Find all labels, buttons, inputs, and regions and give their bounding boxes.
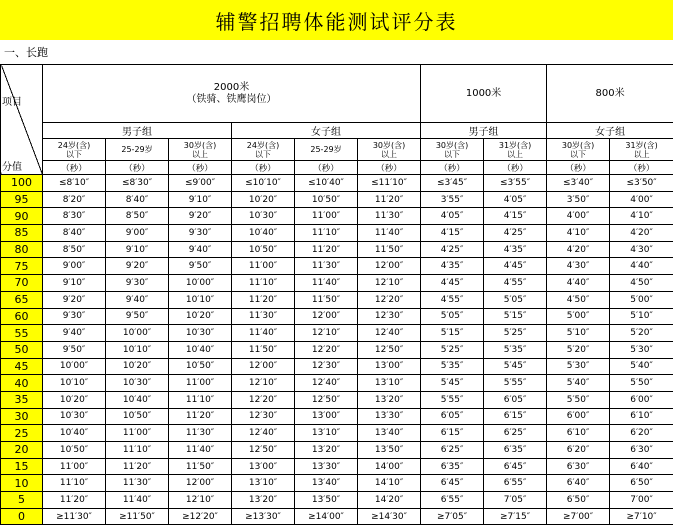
score-cell: 50 — [1, 341, 43, 358]
time-cell: 11′00″ — [295, 208, 358, 225]
time-cell: 6′10″ — [547, 425, 610, 442]
score-cell: 85 — [1, 225, 43, 242]
unit-cell: （秒） — [421, 161, 484, 175]
time-cell: 5′15″ — [421, 325, 484, 342]
time-cell: 10′50″ — [106, 408, 169, 425]
time-cell: 10′00″ — [43, 358, 106, 375]
time-cell: 11′20″ — [358, 191, 421, 208]
time-cell: 11′40″ — [232, 325, 295, 342]
time-cell: 11′30″ — [106, 475, 169, 492]
time-cell: 9′50″ — [106, 308, 169, 325]
time-cell: 10′30″ — [169, 325, 232, 342]
score-cell: 65 — [1, 291, 43, 308]
time-cell: 4′10″ — [547, 225, 610, 242]
table-row — [1, 358, 673, 375]
time-cell: 9′10″ — [169, 191, 232, 208]
time-cell: 13′20″ — [358, 391, 421, 408]
time-cell: 5′25″ — [484, 325, 547, 342]
time-cell: ≤10′10″ — [232, 175, 295, 192]
time-cell: 11′30″ — [232, 308, 295, 325]
time-cell: ≤3′50″ — [610, 175, 673, 192]
time-cell: 8′50″ — [43, 241, 106, 258]
time-cell: 10′30″ — [43, 408, 106, 425]
time-cell: 11′40″ — [358, 225, 421, 242]
time-cell: 12′00″ — [169, 475, 232, 492]
time-cell: 12′20″ — [295, 341, 358, 358]
time-cell: 13′40″ — [358, 425, 421, 442]
time-cell: 8′20″ — [43, 191, 106, 208]
table-row — [1, 208, 673, 225]
time-cell: 12′10″ — [295, 325, 358, 342]
time-cell: 9′40″ — [43, 325, 106, 342]
time-cell: 4′00″ — [547, 208, 610, 225]
unit-cell: （秒） — [484, 161, 547, 175]
time-cell: 4′30″ — [547, 258, 610, 275]
time-cell: 6′35″ — [421, 458, 484, 475]
time-cell: 6′45″ — [421, 475, 484, 492]
time-cell: 6′55″ — [421, 492, 484, 509]
time-cell: 10′30″ — [232, 208, 295, 225]
time-cell: ≥11′50″ — [106, 508, 169, 525]
time-cell: 13′10″ — [232, 475, 295, 492]
time-cell: 11′50″ — [295, 291, 358, 308]
time-cell: 12′10″ — [232, 375, 295, 392]
time-cell: 10′40″ — [169, 341, 232, 358]
time-cell: ≥13′30″ — [232, 508, 295, 525]
time-cell: 12′40″ — [358, 325, 421, 342]
time-cell: 8′40″ — [43, 225, 106, 242]
time-cell: 9′10″ — [106, 241, 169, 258]
time-cell: 14′20″ — [358, 492, 421, 509]
time-cell: 12′40″ — [232, 425, 295, 442]
time-cell: 8′40″ — [106, 191, 169, 208]
time-cell: 4′25″ — [484, 225, 547, 242]
time-cell: 12′00″ — [295, 308, 358, 325]
time-cell: ≤3′55″ — [484, 175, 547, 192]
table-row — [1, 475, 673, 492]
time-cell: 5′00″ — [610, 291, 673, 308]
time-cell: 6′15″ — [421, 425, 484, 442]
time-cell: 9′50″ — [43, 341, 106, 358]
time-cell: 6′05″ — [484, 391, 547, 408]
time-cell: 6′20″ — [547, 442, 610, 459]
score-cell: 10 — [1, 475, 43, 492]
time-cell: ≥7′00″ — [547, 508, 610, 525]
group-2000m-male: 男子组 — [43, 123, 232, 139]
time-cell: 11′20″ — [106, 458, 169, 475]
score-cell: 80 — [1, 241, 43, 258]
time-cell: 8′50″ — [106, 208, 169, 225]
table-row — [1, 341, 673, 358]
time-cell: 4′20″ — [610, 225, 673, 242]
score-cell: 0 — [1, 508, 43, 525]
time-cell: 6′00″ — [610, 391, 673, 408]
unit-cell: （秒） — [169, 161, 232, 175]
age-female-24: 24岁(含) 以下 — [232, 139, 295, 161]
unit-cell: （秒） — [43, 161, 106, 175]
event-2000m-header — [43, 65, 421, 123]
time-cell: 4′40″ — [547, 275, 610, 292]
group-1000m-male: 男子组 — [421, 123, 547, 139]
score-cell: 40 — [1, 375, 43, 392]
time-cell: 10′30″ — [106, 375, 169, 392]
time-cell: 6′00″ — [547, 408, 610, 425]
table-row — [1, 241, 673, 258]
time-cell: 11′40″ — [295, 275, 358, 292]
time-cell: 14′00″ — [358, 458, 421, 475]
time-cell: 12′30″ — [358, 308, 421, 325]
table-row — [1, 375, 673, 392]
time-cell: 4′15″ — [421, 225, 484, 242]
time-cell: ≤3′40″ — [547, 175, 610, 192]
time-cell: 13′00″ — [232, 458, 295, 475]
time-cell: 4′05″ — [484, 191, 547, 208]
time-cell: 4′35″ — [421, 258, 484, 275]
time-cell: 10′00″ — [106, 325, 169, 342]
section-heading: 一、长跑 — [4, 44, 48, 60]
unit-cell: （秒） — [610, 161, 673, 175]
time-cell: 13′50″ — [358, 442, 421, 459]
time-cell: 13′30″ — [358, 408, 421, 425]
time-cell: 11′40″ — [169, 442, 232, 459]
time-cell: 4′10″ — [610, 208, 673, 225]
time-cell: 5′35″ — [484, 341, 547, 358]
time-cell: ≤10′40″ — [295, 175, 358, 192]
time-cell: 5′10″ — [547, 325, 610, 342]
time-cell: 4′55″ — [484, 275, 547, 292]
time-cell: 5′55″ — [421, 391, 484, 408]
score-cell: 95 — [1, 191, 43, 208]
score-cell: 90 — [1, 208, 43, 225]
table-row — [1, 492, 673, 509]
unit-cell: （秒） — [358, 161, 421, 175]
time-cell: 7′00″ — [610, 492, 673, 509]
time-cell: 13′20″ — [232, 492, 295, 509]
time-cell: 5′35″ — [421, 358, 484, 375]
table-row — [1, 175, 673, 192]
table-row — [1, 258, 673, 275]
time-cell: 10′20″ — [232, 191, 295, 208]
time-cell: 4′05″ — [421, 208, 484, 225]
score-cell: 20 — [1, 442, 43, 459]
time-cell: 12′50″ — [358, 341, 421, 358]
time-cell: 11′30″ — [169, 425, 232, 442]
time-cell: ≥7′05″ — [421, 508, 484, 525]
time-cell: 6′10″ — [610, 408, 673, 425]
time-cell: 5′40″ — [547, 375, 610, 392]
time-cell: 5′10″ — [610, 308, 673, 325]
time-cell: 9′30″ — [43, 308, 106, 325]
time-cell: 13′00″ — [358, 358, 421, 375]
time-cell: 10′50″ — [169, 358, 232, 375]
time-cell: 5′25″ — [421, 341, 484, 358]
time-cell: ≥7′15″ — [484, 508, 547, 525]
time-cell: 11′50″ — [232, 341, 295, 358]
time-cell: 13′00″ — [295, 408, 358, 425]
time-cell: 6′55″ — [484, 475, 547, 492]
time-cell: ≤8′10″ — [43, 175, 106, 192]
time-cell: 5′50″ — [610, 375, 673, 392]
time-cell: 9′50″ — [169, 258, 232, 275]
time-cell: 9′20″ — [169, 208, 232, 225]
time-cell: 11′20″ — [169, 408, 232, 425]
time-cell: 4′45″ — [484, 258, 547, 275]
time-cell: 9′40″ — [169, 241, 232, 258]
time-cell: 4′25″ — [421, 241, 484, 258]
score-cell: 55 — [1, 325, 43, 342]
time-cell: 12′50″ — [232, 442, 295, 459]
unit-cell: （秒） — [232, 161, 295, 175]
time-cell: 13′10″ — [295, 425, 358, 442]
time-cell: 12′10″ — [169, 492, 232, 509]
age-male-30: 30岁(含) 以上 — [169, 139, 232, 161]
time-cell: 10′50″ — [43, 442, 106, 459]
time-cell: 5′20″ — [547, 341, 610, 358]
age-male-2529: 25-29岁 — [106, 139, 169, 161]
time-cell: 6′15″ — [484, 408, 547, 425]
time-cell: 13′50″ — [295, 492, 358, 509]
table-row — [1, 325, 673, 342]
age-female-30: 30岁(含) 以上 — [358, 139, 421, 161]
table-row — [1, 275, 673, 292]
age-800m-30: 30岁(含) 以下 — [547, 139, 610, 161]
time-cell: 11′10″ — [232, 275, 295, 292]
time-cell: 13′10″ — [358, 375, 421, 392]
time-cell: 11′10″ — [106, 442, 169, 459]
score-cell: 100 — [1, 175, 43, 192]
time-cell: 11′20″ — [43, 492, 106, 509]
score-cell: 60 — [1, 308, 43, 325]
time-cell: ≥12′20″ — [169, 508, 232, 525]
time-cell: 10′40″ — [232, 225, 295, 242]
unit-cell: （秒） — [295, 161, 358, 175]
time-cell: ≥14′00″ — [295, 508, 358, 525]
score-cell: 35 — [1, 391, 43, 408]
time-cell: 5′50″ — [547, 391, 610, 408]
time-cell: 4′40″ — [610, 258, 673, 275]
score-cell: 70 — [1, 275, 43, 292]
time-cell: 11′30″ — [358, 208, 421, 225]
time-cell: 10′10″ — [169, 291, 232, 308]
time-cell: 14′10″ — [358, 475, 421, 492]
age-1000m-30: 30岁(含) 以下 — [421, 139, 484, 161]
time-cell: 9′20″ — [106, 258, 169, 275]
event-2000m-note: （铁骑、铁鹰岗位） — [43, 94, 420, 106]
score-cell: 30 — [1, 408, 43, 425]
time-cell: 5′05″ — [484, 291, 547, 308]
time-cell: 12′20″ — [232, 391, 295, 408]
time-cell: 9′30″ — [169, 225, 232, 242]
time-cell: 12′30″ — [295, 358, 358, 375]
time-cell: 12′00″ — [358, 258, 421, 275]
unit-cell: （秒） — [106, 161, 169, 175]
time-cell: 9′00″ — [43, 258, 106, 275]
time-cell: 12′00″ — [232, 358, 295, 375]
corner-label-item: 项目 — [2, 93, 22, 108]
time-cell: 11′10″ — [295, 225, 358, 242]
time-cell: 4′50″ — [610, 275, 673, 292]
time-cell: 12′40″ — [295, 375, 358, 392]
time-cell: 4′30″ — [610, 241, 673, 258]
group-800m-female: 女子组 — [547, 123, 673, 139]
time-cell: 12′30″ — [232, 408, 295, 425]
time-cell: 11′00″ — [43, 458, 106, 475]
time-cell: 12′50″ — [295, 391, 358, 408]
age-1000m-31: 31岁(含) 以上 — [484, 139, 547, 161]
score-cell: 5 — [1, 492, 43, 509]
time-cell: 6′45″ — [484, 458, 547, 475]
table-row — [1, 425, 673, 442]
table-row — [1, 442, 673, 459]
corner-header-cell — [1, 65, 43, 175]
time-cell: ≥11′30″ — [43, 508, 106, 525]
age-male-24: 24岁(含) 以下 — [43, 139, 106, 161]
time-cell: 5′15″ — [484, 308, 547, 325]
corner-label-score: 分值 — [2, 158, 22, 173]
time-cell: 10′20″ — [106, 358, 169, 375]
time-cell: 10′50″ — [232, 241, 295, 258]
time-cell: 13′20″ — [295, 442, 358, 459]
time-cell: 11′50″ — [169, 458, 232, 475]
age-800m-31: 31岁(含) 以上 — [610, 139, 673, 161]
time-cell: 10′20″ — [43, 391, 106, 408]
time-cell: 11′50″ — [358, 241, 421, 258]
table-row — [1, 308, 673, 325]
time-cell: 11′10″ — [169, 391, 232, 408]
time-cell: 7′05″ — [484, 492, 547, 509]
time-cell: 11′10″ — [43, 475, 106, 492]
table-row — [1, 191, 673, 208]
table-row — [1, 458, 673, 475]
table-row — [1, 225, 673, 242]
time-cell: 11′40″ — [106, 492, 169, 509]
time-cell: 11′20″ — [295, 241, 358, 258]
time-cell: 5′55″ — [484, 375, 547, 392]
time-cell: 11′30″ — [295, 258, 358, 275]
time-cell: 3′55″ — [421, 191, 484, 208]
time-cell: ≥14′30″ — [358, 508, 421, 525]
event-800m-header: 800米 — [547, 65, 673, 123]
time-cell: 5′00″ — [547, 308, 610, 325]
time-cell: 4′00″ — [610, 191, 673, 208]
time-cell: 11′20″ — [232, 291, 295, 308]
time-cell: 10′50″ — [295, 191, 358, 208]
time-cell: 6′30″ — [547, 458, 610, 475]
time-cell: 11′00″ — [169, 375, 232, 392]
time-cell: 12′10″ — [358, 275, 421, 292]
time-cell: 10′40″ — [106, 391, 169, 408]
time-cell: 4′35″ — [484, 241, 547, 258]
time-cell: 5′45″ — [484, 358, 547, 375]
time-cell: 9′40″ — [106, 291, 169, 308]
score-table-body — [1, 175, 673, 525]
score-cell: 25 — [1, 425, 43, 442]
time-cell: 8′30″ — [43, 208, 106, 225]
table-row — [1, 391, 673, 408]
time-cell: 6′50″ — [547, 492, 610, 509]
scoring-table — [0, 64, 673, 525]
page-title: 辅警招聘体能测试评分表 — [0, 0, 673, 40]
time-cell: 10′00″ — [169, 275, 232, 292]
time-cell: 9′10″ — [43, 275, 106, 292]
time-cell: 11′00″ — [232, 258, 295, 275]
score-cell: 15 — [1, 458, 43, 475]
time-cell: 4′15″ — [484, 208, 547, 225]
time-cell: 6′25″ — [421, 442, 484, 459]
time-cell: 6′30″ — [610, 442, 673, 459]
time-cell: ≤9′00″ — [169, 175, 232, 192]
time-cell: 10′40″ — [43, 425, 106, 442]
score-cell: 45 — [1, 358, 43, 375]
time-cell: ≤8′30″ — [106, 175, 169, 192]
table-row — [1, 508, 673, 525]
time-cell: 6′50″ — [610, 475, 673, 492]
time-cell: 6′40″ — [610, 458, 673, 475]
time-cell: ≤11′10″ — [358, 175, 421, 192]
time-cell: 5′05″ — [421, 308, 484, 325]
time-cell: 5′40″ — [610, 358, 673, 375]
time-cell: 3′50″ — [547, 191, 610, 208]
time-cell: 6′20″ — [610, 425, 673, 442]
time-cell: 10′10″ — [43, 375, 106, 392]
unit-cell: （秒） — [547, 161, 610, 175]
time-cell: 4′45″ — [421, 275, 484, 292]
time-cell: 9′00″ — [106, 225, 169, 242]
age-female-2529: 25-29岁 — [295, 139, 358, 161]
time-cell: 10′20″ — [169, 308, 232, 325]
time-cell: 6′25″ — [484, 425, 547, 442]
time-cell: 4′20″ — [547, 241, 610, 258]
time-cell: 13′30″ — [295, 458, 358, 475]
time-cell: ≤3′45″ — [421, 175, 484, 192]
time-cell: 6′05″ — [421, 408, 484, 425]
table-row — [1, 408, 673, 425]
time-cell: 4′55″ — [421, 291, 484, 308]
time-cell: 12′20″ — [358, 291, 421, 308]
time-cell: 5′20″ — [610, 325, 673, 342]
time-cell: 9′30″ — [106, 275, 169, 292]
time-cell: 10′10″ — [106, 341, 169, 358]
time-cell: 11′00″ — [106, 425, 169, 442]
event-2000m-label: 2000米 — [43, 82, 420, 94]
table-row — [1, 291, 673, 308]
group-2000m-female: 女子组 — [232, 123, 421, 139]
score-cell: 75 — [1, 258, 43, 275]
time-cell: 5′30″ — [610, 341, 673, 358]
time-cell: 5′45″ — [421, 375, 484, 392]
time-cell: 13′40″ — [295, 475, 358, 492]
time-cell: 5′30″ — [547, 358, 610, 375]
time-cell: 6′40″ — [547, 475, 610, 492]
time-cell: 6′35″ — [484, 442, 547, 459]
time-cell: 9′20″ — [43, 291, 106, 308]
event-1000m-header: 1000米 — [421, 65, 547, 123]
time-cell: ≥7′10″ — [610, 508, 673, 525]
time-cell: 4′50″ — [547, 291, 610, 308]
